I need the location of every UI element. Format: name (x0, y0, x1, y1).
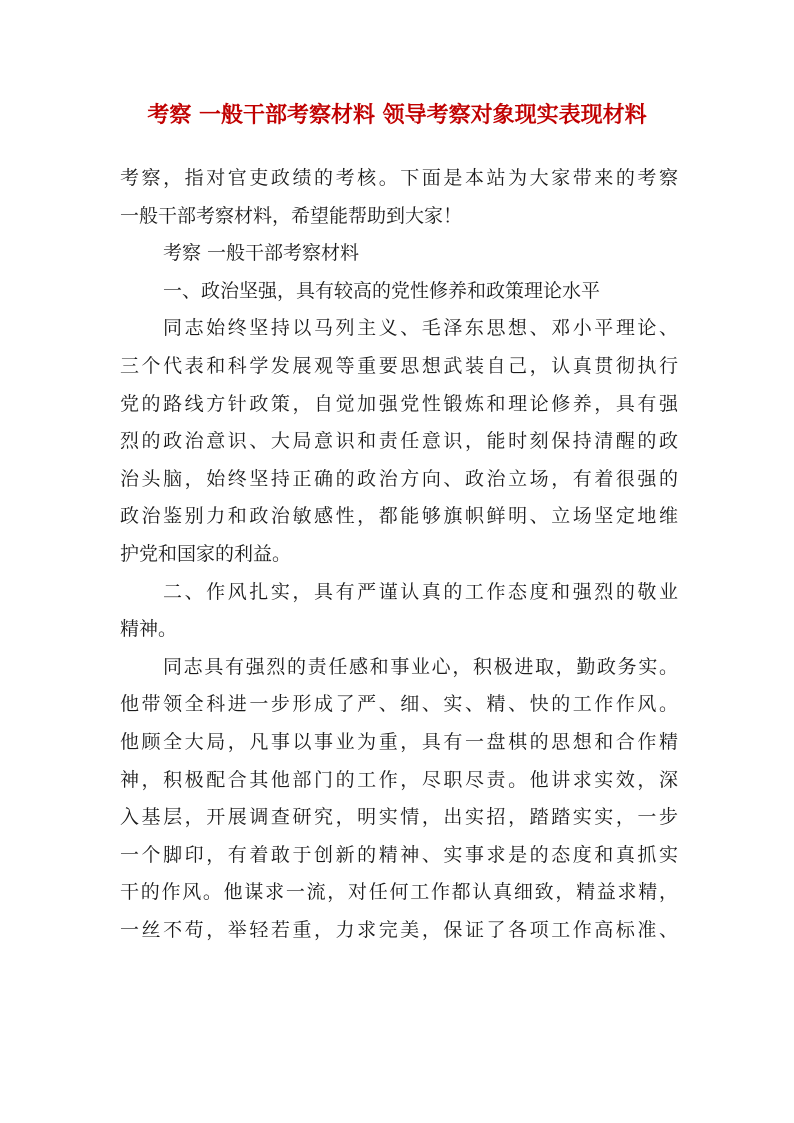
document-title: 考察 一般干部考察材料 领导考察对象现实表现材料 (147, 103, 647, 128)
section-heading: 精神。 (120, 618, 178, 641)
section-heading: 二、作风扎实，具有严谨认真的工作态度和强烈的敬业 (163, 580, 678, 603)
paragraph-line: 神，积极配合其他部门的工作，尽职尽责。他讲求实效，深 (120, 768, 678, 791)
paragraph-line: 他顾全大局，凡事以事业为重，具有一盘棋的思想和合作精 (120, 730, 678, 753)
paragraph-line: 政治鉴别力和政治敏感性，都能够旗帜鲜明、立场坚定地维 (120, 505, 678, 528)
section-heading: 考察 一般干部考察材料 (163, 242, 360, 265)
paragraph-line: 党的路线方针政策，自觉加强党性锻炼和理论修养，具有强 (120, 392, 678, 415)
paragraph-line: 他带领全科进一步形成了严、细、实、精、快的工作作风。 (120, 693, 678, 716)
paragraph-line: 三个代表和科学发展观等重要思想武装自己，认真贯彻执行 (120, 354, 678, 377)
paragraph-line: 护党和国家的利益。 (120, 542, 292, 565)
paragraph-line: 一般干部考察材料，希望能帮助到大家！ (120, 204, 463, 227)
paragraph-line: 烈的政治意识、大局意识和责任意识，能时刻保持清醒的政 (120, 430, 678, 453)
paragraph-line: 同志具有强烈的责任感和事业心，积极进取，勤政务实。 (163, 655, 678, 678)
section-heading: 一、政治坚强，具有较高的党性修养和政策理论水平 (163, 279, 601, 302)
paragraph-line: 同志始终坚持以马列主义、毛泽东思想、邓小平理论、 (163, 317, 678, 340)
paragraph-line: 干的作风。他谋求一流，对任何工作都认真细致，精益求精， (120, 881, 678, 904)
paragraph-line: 考察，指对官吏政绩的考核。下面是本站为大家带来的考察 (120, 167, 678, 189)
document-body (120, 160, 678, 949)
paragraph-line: 一个脚印，有着敢于创新的精神、实事求是的态度和真抓实 (120, 843, 678, 866)
paragraph-line: 治头脑，始终坚持正确的政治方向、政治立场，有着很强的 (120, 467, 678, 490)
paragraph-line: 一丝不苟，举轻若重，力求完美，保证了各项工作高标准、 (120, 918, 678, 941)
paragraph-line: 入基层，开展调查研究，明实情，出实招，踏踏实实，一步 (120, 806, 678, 829)
